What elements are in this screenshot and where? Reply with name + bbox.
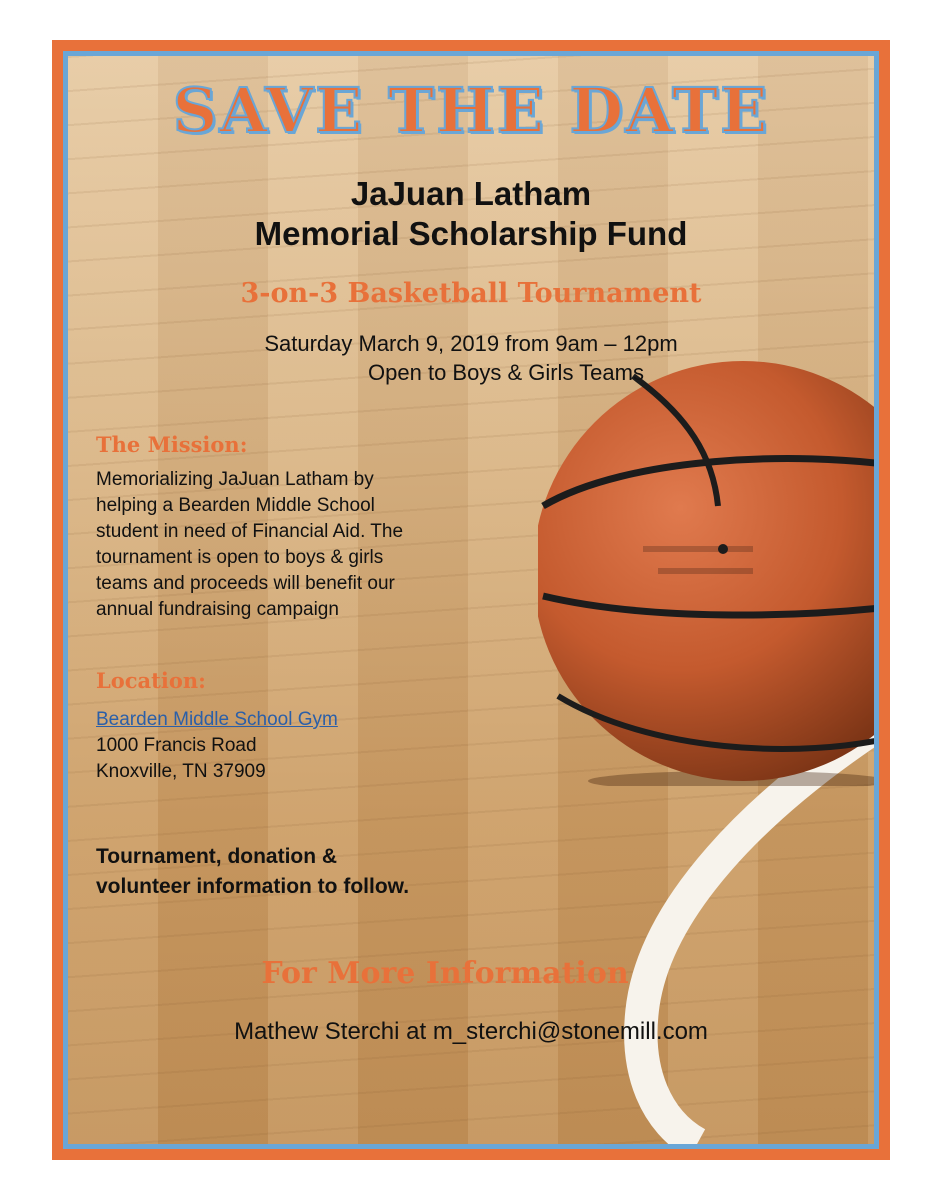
event-title-line1: JaJuan Latham (350, 175, 592, 212)
event-title-line2: Memorial Scholarship Fund (254, 215, 688, 252)
venue-link[interactable]: Bearden Middle School Gym (96, 709, 338, 730)
mission-line: annual fundraising campaign (96, 599, 339, 620)
mission-line: helping a Bearden Middle School (96, 495, 375, 516)
mission-heading: The Mission: (96, 432, 248, 457)
mission-line: tournament is open to boys & girls (96, 547, 384, 568)
mission-text (96, 467, 403, 623)
mission-line: student in need of Financial Aid. The (96, 521, 404, 542)
poster-frame (52, 40, 890, 1160)
more-info-heading: For More Information (261, 956, 629, 991)
poster-background (63, 51, 879, 1149)
contact-line: Mathew Sterchi at m_sterchi@stonemill.com (234, 1018, 708, 1045)
tournament-subtitle: 3-on-3 Basketball Tournament (240, 278, 702, 309)
location-heading: Location: (96, 668, 206, 693)
event-teams: Open to Boys & Girls Teams (368, 360, 644, 385)
event-date: Saturday March 9, 2019 from 9am – 12pm (264, 331, 678, 356)
follow-up-line2: volunteer information to follow. (96, 875, 410, 898)
street-address: 1000 Francis Road (96, 735, 257, 756)
mission-line: Memorializing JaJuan Latham by (96, 469, 374, 490)
follow-up-line1: Tournament, donation & (96, 845, 338, 868)
city-state-zip: Knoxville, TN 37909 (96, 761, 266, 782)
save-the-date-header: SAVE THE DATE (172, 74, 770, 147)
location-address (96, 707, 338, 785)
basketball-image (538, 356, 879, 786)
event-title (68, 174, 874, 254)
mission-line: teams and proceeds will benefit our (96, 573, 395, 594)
follow-up-note (96, 842, 409, 902)
event-details (68, 329, 874, 387)
